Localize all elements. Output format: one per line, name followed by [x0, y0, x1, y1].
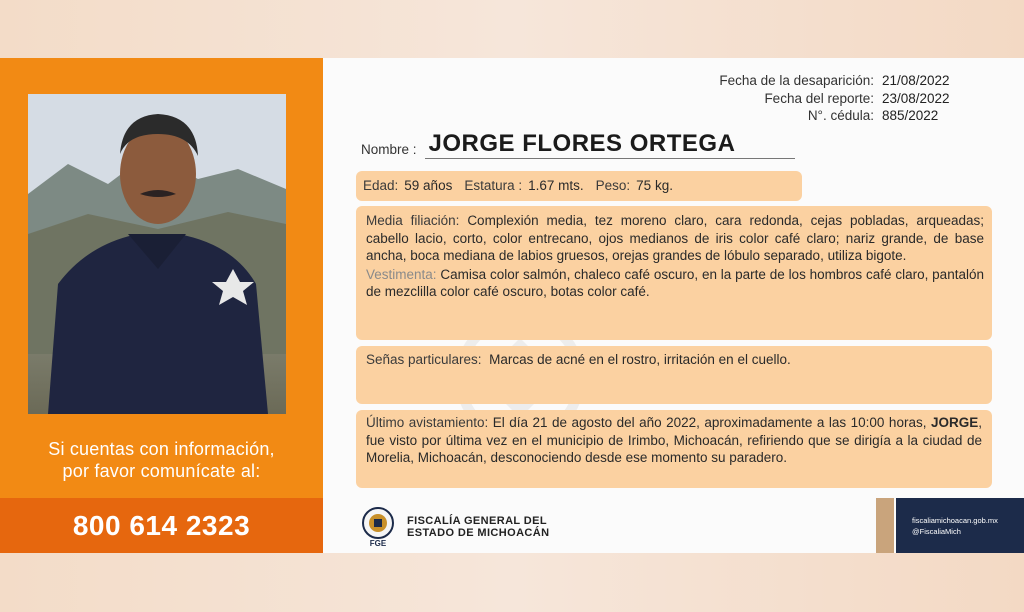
- organization-name: [407, 515, 549, 539]
- height-value: 1.67 mts.: [528, 178, 584, 194]
- clothing-label: Vestimenta:: [366, 266, 437, 282]
- signs-label: Señas particulares:: [366, 352, 482, 367]
- organization-line1: FISCALÍA GENERAL DEL: [407, 515, 548, 527]
- height-label: Estatura :: [464, 178, 523, 194]
- description-box: [356, 206, 992, 340]
- age-value: 59 años: [404, 178, 453, 194]
- missing-person-poster: [0, 58, 1024, 553]
- accent-strip: [876, 498, 894, 553]
- social-handle[interactable]: @FiscaliaMich: [912, 526, 961, 536]
- weight-value: 75 kg.: [636, 178, 673, 194]
- description-text: Complexión media, tez moreno claro, cara redonda, cejas pobladas, arqueadas; cabello lacio, corto, color entrecano, ojos medianos de iris color café claro; nariz grande, de base ancha, boca mediana de labios gruesos, orejas grandes de lóbulo separado, utiliza bigote.: [366, 213, 984, 263]
- report-date: 23/08/2022: [882, 90, 950, 106]
- last-seen-label: Último avistamiento:: [366, 415, 489, 430]
- disappearance-date-label: Fecha de la desaparición:: [719, 73, 874, 88]
- organization-line2: ESTADO DE MICHOACÁN: [407, 527, 550, 539]
- case-id-label: N°. cédula:: [807, 108, 874, 123]
- social-box: [896, 498, 1024, 553]
- contact-prompt: [0, 438, 323, 482]
- report-date-label: Fecha del reporte:: [764, 90, 874, 106]
- name-row: [361, 130, 795, 159]
- last-seen-text-2: , fue visto por última vez en el municipio de Irimbo, Michoacán, refiriendo que se dirigía a la ciudad de Morelia, Michoacán, desconociendo desde ese momento su paradero.: [366, 415, 982, 465]
- last-seen-text-1: El día 21 de agosto del año 2022, aproximadamente a las 10:00 horas,: [492, 415, 927, 430]
- footer: [323, 498, 1024, 553]
- description-label: Media filiación:: [366, 213, 460, 228]
- signs-text: Marcas de acné en el rostro, irritación en el cuello.: [489, 352, 791, 367]
- vitals-box: [356, 171, 802, 201]
- phone-number[interactable]: 800 614 2323: [0, 498, 323, 553]
- person-name: JORGE FLORES ORTEGA: [425, 130, 795, 159]
- weight-label: Peso:: [595, 178, 631, 194]
- clothing-text: Camisa color salmón, chaleco café oscuro, en la parte de los hombros café claro, pantalón de mezclilla color café oscuro, botas color café.: [366, 266, 984, 299]
- disappearance-date: 21/08/2022: [882, 73, 950, 88]
- contact-prompt-line2: por favor comunícate al:: [62, 461, 261, 481]
- age-label: Edad:: [363, 178, 399, 194]
- website-link[interactable]: fiscaliamichoacan.gob.mx: [912, 515, 998, 525]
- last-seen-box: [356, 410, 992, 488]
- left-panel: [0, 58, 323, 553]
- person-photo: [28, 94, 286, 414]
- case-metadata: [719, 72, 958, 125]
- distinguishing-marks-box: [356, 346, 992, 404]
- contact-prompt-line1: Si cuentas con información,: [48, 439, 275, 459]
- name-label: Nombre :: [361, 142, 417, 157]
- case-id: 885/2022: [882, 108, 939, 123]
- fge-seal-icon: [359, 506, 397, 548]
- last-seen-name: JORGE: [930, 415, 979, 430]
- fge-logo-text: FGE: [369, 539, 387, 548]
